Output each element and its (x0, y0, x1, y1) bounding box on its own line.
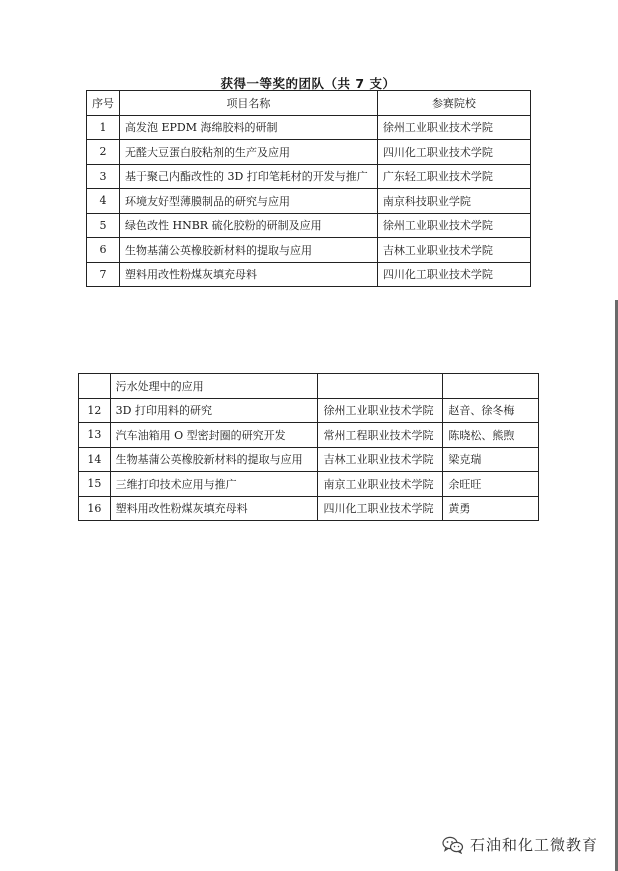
school-name: 四川化工职业技术学院 (318, 496, 443, 521)
row-number: 3 (87, 164, 120, 189)
column-header-no: 序号 (87, 91, 120, 116)
project-name: 高发泡 EPDM 海绵胶料的研制 (120, 115, 378, 140)
project-name: 塑料用改性粉煤灰填充母料 (120, 262, 378, 287)
row-number: 12 (79, 398, 111, 423)
row-number: 5 (87, 213, 120, 238)
project-name: 污水处理中的应用 (110, 374, 318, 399)
table-row (87, 238, 531, 263)
project-name: 环境友好型薄膜制品的研究与应用 (120, 189, 378, 214)
row-number: 16 (79, 496, 111, 521)
table-row (87, 189, 531, 214)
first-prize-table (86, 90, 531, 287)
project-name: 生物基蒲公英橡胶新材料的提取与应用 (120, 238, 378, 263)
table-header-row (87, 91, 531, 116)
school-name: 徐州工业职业技术学院 (377, 115, 530, 140)
school-name: 常州工程职业技术学院 (318, 423, 443, 448)
table-row (87, 164, 531, 189)
school-name: 徐州工业职业技术学院 (318, 398, 443, 423)
school-name: 四川化工职业技术学院 (377, 262, 530, 287)
table-row (79, 472, 539, 497)
table-row (79, 398, 539, 423)
table-row (87, 115, 531, 140)
team-members (443, 374, 539, 399)
project-name: 生物基蒲公英橡胶新材料的提取与应用 (110, 447, 318, 472)
row-number: 13 (79, 423, 111, 448)
team-members: 梁克瑞 (443, 447, 539, 472)
project-name: 绿色改性 HNBR 硫化胶粉的研制及应用 (120, 213, 378, 238)
table-row (79, 496, 539, 521)
school-name (318, 374, 443, 399)
team-members: 赵音、徐冬梅 (443, 398, 539, 423)
project-name: 基于聚己内酯改性的 3D 打印笔耗材的开发与推广 (120, 164, 378, 189)
table-row (87, 213, 531, 238)
table-row (87, 262, 531, 287)
project-name: 塑料用改性粉煤灰填充母料 (110, 496, 318, 521)
wechat-watermark (442, 834, 598, 855)
page-title: 获得一等奖的团队（共 7 支） (220, 76, 396, 91)
school-name: 南京工业职业技术学院 (318, 472, 443, 497)
row-number: 6 (87, 238, 120, 263)
award-continuation-table (78, 373, 539, 521)
school-name: 南京科技职业学院 (377, 189, 530, 214)
column-header-project: 项目名称 (120, 91, 378, 116)
project-name: 无醛大豆蛋白胶粘剂的生产及应用 (120, 140, 378, 165)
row-number (79, 374, 111, 399)
watermark-text: 石油和化工微教育 (469, 836, 598, 854)
team-members: 黄勇 (443, 496, 539, 521)
table-row (79, 374, 539, 399)
row-number: 2 (87, 140, 120, 165)
table-row (79, 423, 539, 448)
project-name: 三维打印技术应用与推广 (110, 472, 318, 497)
school-name: 吉林工业职业技术学院 (377, 238, 530, 263)
team-members: 余旺旺 (443, 472, 539, 497)
project-name: 3D 打印用料的研究 (110, 398, 318, 423)
school-name: 四川化工职业技术学院 (377, 140, 530, 165)
school-name: 广东轻工职业技术学院 (377, 164, 530, 189)
wechat-icon (442, 836, 464, 854)
row-number: 1 (87, 115, 120, 140)
column-header-school: 参赛院校 (377, 91, 530, 116)
row-number: 15 (79, 472, 111, 497)
school-name: 徐州工业职业技术学院 (377, 213, 530, 238)
row-number: 4 (87, 189, 120, 214)
team-members: 陈晓松、熊煦 (443, 423, 539, 448)
row-number: 14 (79, 447, 111, 472)
school-name: 吉林工业职业技术学院 (318, 447, 443, 472)
project-name: 汽车油箱用 O 型密封圈的研究开发 (110, 423, 318, 448)
table-row (79, 447, 539, 472)
row-number: 7 (87, 262, 120, 287)
table-row (87, 140, 531, 165)
